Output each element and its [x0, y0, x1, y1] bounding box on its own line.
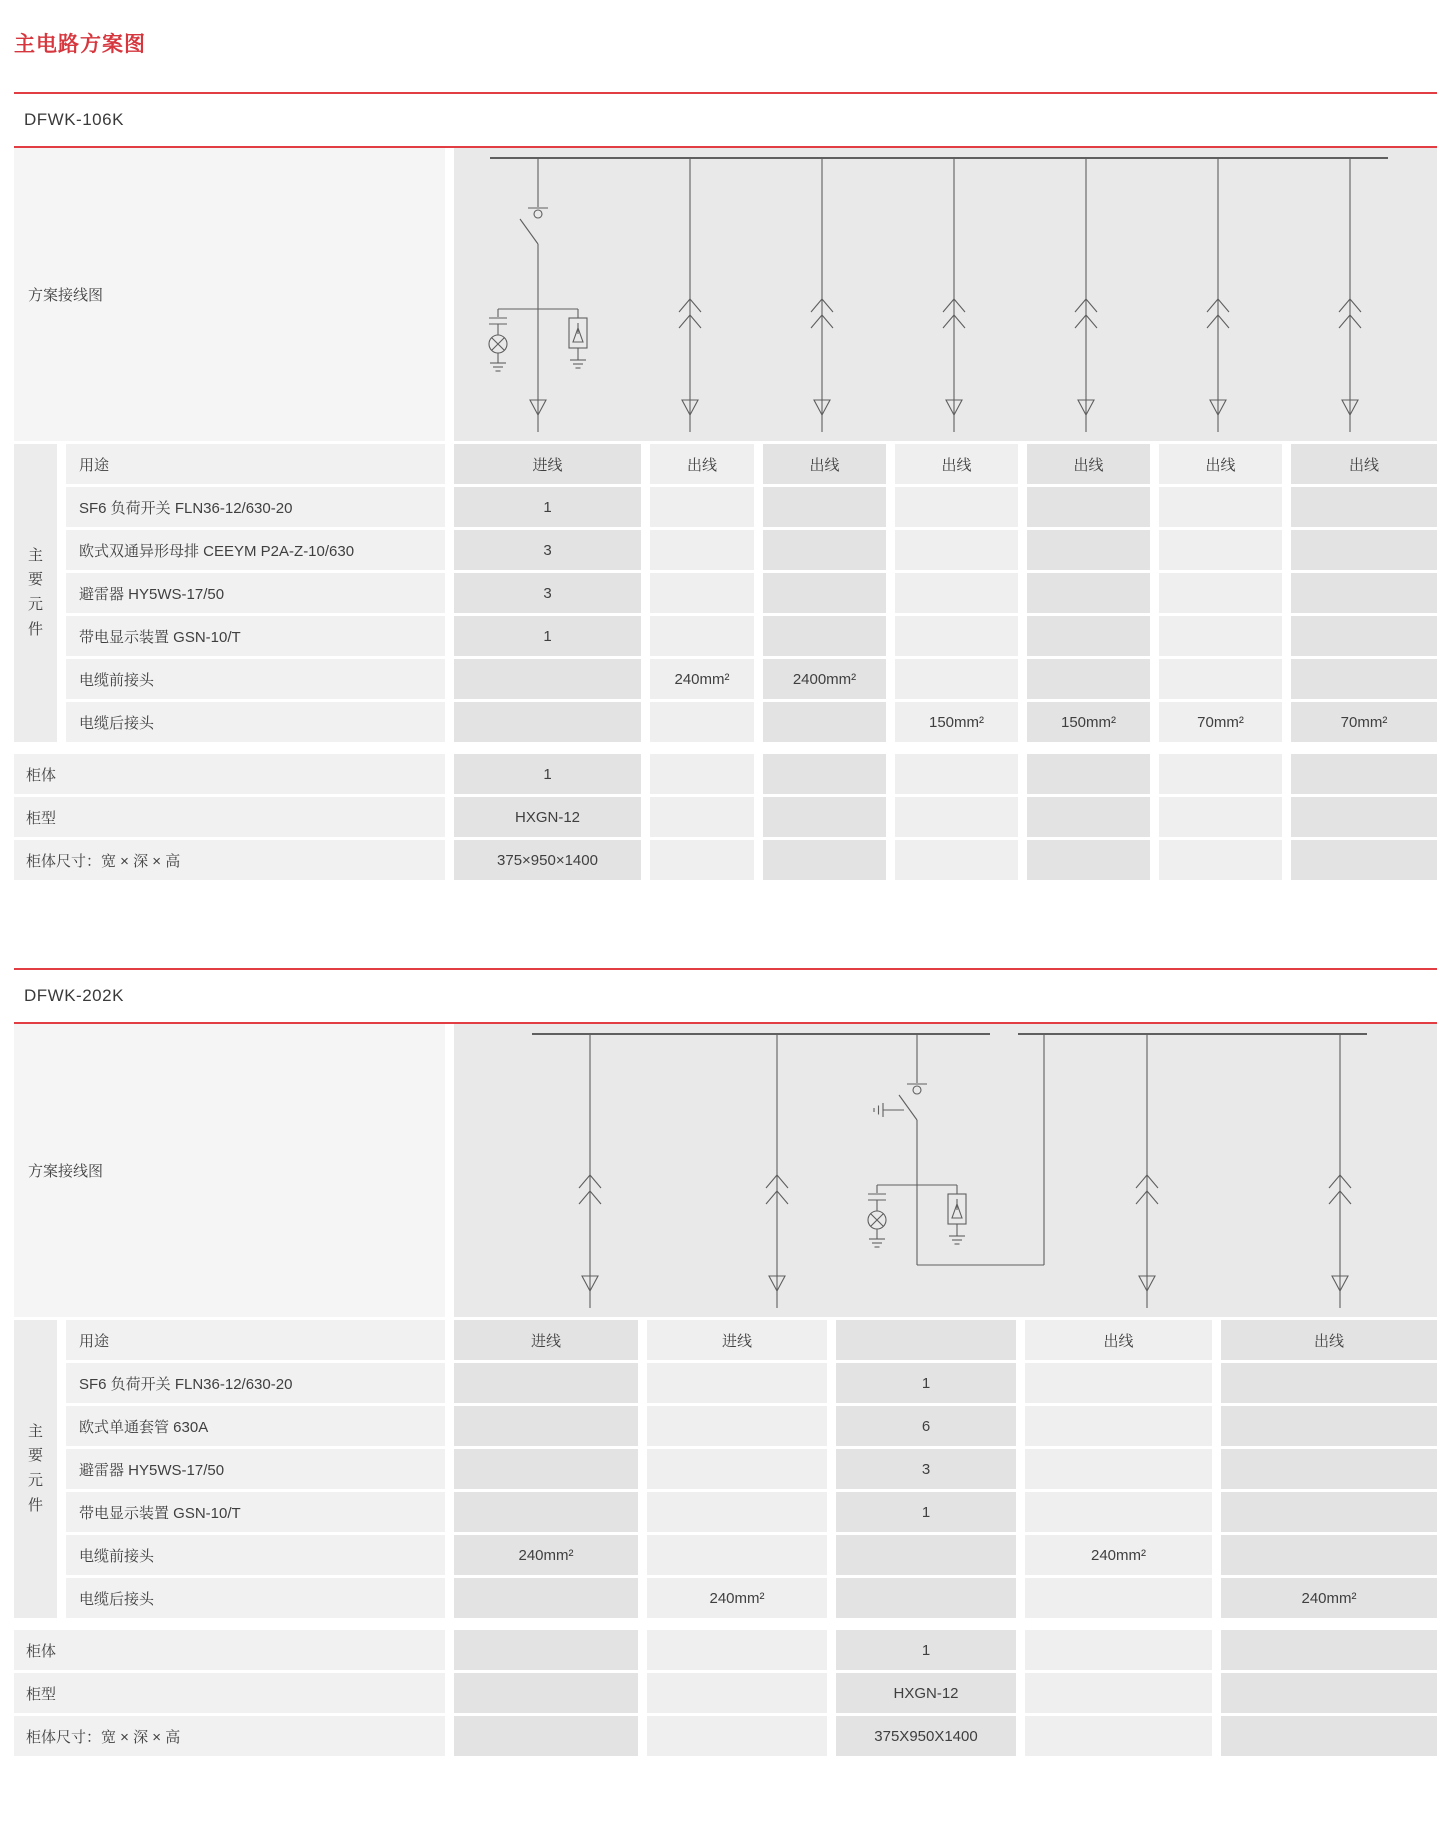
value-cell	[1025, 1578, 1212, 1618]
sidebar-label-char: 主	[27, 546, 43, 564]
column-header-cell: 进线	[454, 1320, 638, 1360]
value-cell: 375X950X1400	[836, 1716, 1016, 1756]
value-cell	[1291, 840, 1437, 880]
column-header-cell: 出线	[1025, 1320, 1212, 1360]
value-cell	[836, 1535, 1016, 1575]
value-cell	[1291, 754, 1437, 794]
value-cell	[1027, 659, 1150, 699]
footer-row-label: 柜型	[14, 797, 445, 837]
sidebar-label-char: 元	[27, 1472, 43, 1489]
value-cell	[1291, 487, 1437, 527]
value-cell	[763, 616, 886, 656]
value-cell	[1025, 1406, 1212, 1446]
component-row-label: 欧式单通套管 630A	[66, 1406, 445, 1446]
footer-row-label: 柜体	[14, 754, 445, 794]
value-cell	[1221, 1535, 1437, 1575]
value-cell	[454, 1406, 638, 1446]
value-cell	[454, 1673, 638, 1713]
value-cell	[1291, 573, 1437, 613]
value-cell	[650, 840, 754, 880]
wiring-diagram	[454, 1024, 1437, 1317]
switch-contact-icon	[534, 210, 542, 218]
value-cell: HXGN-12	[836, 1673, 1016, 1713]
value-cell	[1291, 797, 1437, 837]
value-cell	[647, 1716, 827, 1756]
component-row-label: 电缆前接头	[66, 659, 445, 699]
table-spacer	[14, 745, 1437, 751]
value-cell	[763, 754, 886, 794]
value-cell	[454, 1630, 638, 1670]
footer-row-label: 柜体	[14, 1630, 445, 1670]
value-cell: 375×950×1400	[454, 840, 641, 880]
value-cell: 1	[836, 1492, 1016, 1532]
switch-contact-icon	[913, 1086, 921, 1094]
value-cell	[1159, 754, 1282, 794]
switch-blade-icon	[520, 219, 538, 244]
table-spacer	[14, 1621, 1437, 1627]
value-cell	[1221, 1630, 1437, 1670]
sidebar-main-components	[14, 1320, 57, 1618]
value-cell	[1159, 573, 1282, 613]
column-header-cell: 出线	[650, 444, 754, 484]
diagram-label-cell: 方案接线图	[14, 1024, 445, 1317]
column-header-cell: 出线	[1159, 444, 1282, 484]
value-cell	[1291, 616, 1437, 656]
value-cell	[650, 530, 754, 570]
value-cell	[454, 1449, 638, 1489]
page-title: 主电路方案图	[14, 33, 146, 56]
value-cell: 1	[454, 616, 641, 656]
value-cell	[1221, 1449, 1437, 1489]
value-cell	[1027, 840, 1150, 880]
component-row-label: 电缆后接头	[66, 702, 445, 742]
value-cell	[1025, 1716, 1212, 1756]
component-row-label: SF6 负荷开关 FLN36-12/630-20	[66, 487, 445, 527]
value-cell	[647, 1535, 827, 1575]
component-row-label: 电缆前接头	[66, 1535, 445, 1575]
value-cell	[454, 1716, 638, 1756]
value-cell: 240mm²	[647, 1578, 827, 1618]
value-cell	[895, 797, 1018, 837]
section-gap	[14, 880, 1437, 968]
value-cell	[763, 702, 886, 742]
value-cell	[1159, 530, 1282, 570]
value-cell	[647, 1630, 827, 1670]
value-cell: 150mm²	[895, 702, 1018, 742]
value-cell	[454, 1578, 638, 1618]
value-cell	[895, 530, 1018, 570]
scheme-section	[14, 92, 1437, 880]
value-cell: 70mm²	[1159, 702, 1282, 742]
value-cell	[763, 797, 886, 837]
sidebar-label-char: 要	[27, 1447, 43, 1465]
value-cell: 240mm²	[1025, 1535, 1212, 1575]
value-cell	[895, 754, 1018, 794]
value-cell	[1159, 487, 1282, 527]
scheme-section	[14, 968, 1437, 1756]
component-row-label: 电缆后接头	[66, 1578, 445, 1618]
value-cell	[1025, 1363, 1212, 1403]
component-row-label: SF6 负荷开关 FLN36-12/630-20	[66, 1363, 445, 1403]
usage-header-cell: 用途	[66, 1320, 445, 1360]
sidebar-label-char: 主	[27, 1422, 43, 1440]
value-cell: 1	[454, 487, 641, 527]
value-cell	[1221, 1492, 1437, 1532]
footer-row-label: 柜体尺寸：宽 × 深 × 高	[14, 1716, 445, 1756]
value-cell	[650, 702, 754, 742]
column-header-cell: 出线	[1221, 1320, 1437, 1360]
value-cell	[647, 1406, 827, 1446]
component-row-label: 欧式双通异形母排 CEEYM P2A-Z-10/630	[66, 530, 445, 570]
switch-blade-icon	[899, 1095, 917, 1120]
model-label: DFWK-202K	[24, 986, 124, 1005]
value-cell	[650, 616, 754, 656]
value-cell	[1027, 530, 1150, 570]
column-header-cell: 出线	[1291, 444, 1437, 484]
sidebar-label-char: 件	[27, 1496, 43, 1514]
value-cell	[647, 1492, 827, 1532]
value-cell	[1027, 616, 1150, 656]
sidebar-label-char: 元	[27, 596, 43, 613]
value-cell	[454, 702, 641, 742]
value-cell: 150mm²	[1027, 702, 1150, 742]
column-header-cell: 出线	[1027, 444, 1150, 484]
value-cell	[1027, 797, 1150, 837]
value-cell	[1025, 1449, 1212, 1489]
component-row-label: 避雷器 HY5WS-17/50	[66, 1449, 445, 1489]
value-cell: 240mm²	[650, 659, 754, 699]
value-cell	[1027, 573, 1150, 613]
usage-header-cell: 用途	[66, 444, 445, 484]
value-cell	[836, 1578, 1016, 1618]
value-cell	[763, 530, 886, 570]
value-cell	[763, 840, 886, 880]
footer-row-label: 柜型	[14, 1673, 445, 1713]
value-cell	[763, 487, 886, 527]
column-header-cell: 出线	[763, 444, 886, 484]
sidebar-main-components	[14, 444, 57, 742]
value-cell	[647, 1673, 827, 1713]
value-cell	[1027, 754, 1150, 794]
value-cell	[895, 573, 1018, 613]
value-cell: 3	[836, 1449, 1016, 1489]
value-cell	[1221, 1363, 1437, 1403]
value-cell: 1	[454, 754, 641, 794]
scheme-sections	[14, 92, 1437, 1756]
value-cell	[650, 754, 754, 794]
value-cell	[895, 616, 1018, 656]
value-cell	[454, 1363, 638, 1403]
model-label: DFWK-106K	[24, 110, 124, 129]
value-cell	[1025, 1630, 1212, 1670]
value-cell	[650, 797, 754, 837]
scheme-table	[14, 1024, 1437, 1756]
value-cell	[1291, 659, 1437, 699]
value-cell	[1027, 487, 1150, 527]
value-cell	[895, 659, 1018, 699]
value-cell: 70mm²	[1291, 702, 1437, 742]
value-cell	[895, 840, 1018, 880]
value-cell: 240mm²	[454, 1535, 638, 1575]
footer-row-label: 柜体尺寸：宽 × 深 × 高	[14, 840, 445, 880]
value-cell: 3	[454, 573, 641, 613]
component-row-label: 避雷器 HY5WS-17/50	[66, 573, 445, 613]
value-cell	[647, 1449, 827, 1489]
value-cell	[1221, 1716, 1437, 1756]
column-header-cell	[836, 1320, 1016, 1360]
component-row-label: 带电显示装置 GSN-10/T	[66, 616, 445, 656]
sidebar-label-char: 要	[27, 571, 43, 589]
value-cell	[650, 487, 754, 527]
value-cell: 240mm²	[1221, 1578, 1437, 1618]
value-cell: 6	[836, 1406, 1016, 1446]
value-cell	[1025, 1492, 1212, 1532]
value-cell	[1159, 797, 1282, 837]
column-header-cell: 进线	[647, 1320, 827, 1360]
column-header-cell: 出线	[895, 444, 1018, 484]
value-cell: HXGN-12	[454, 797, 641, 837]
value-cell	[454, 659, 641, 699]
wiring-diagram	[454, 148, 1437, 441]
value-cell	[1159, 840, 1282, 880]
value-cell	[1025, 1673, 1212, 1713]
single-line-diagram	[454, 1024, 1437, 1317]
value-cell	[454, 1492, 638, 1532]
component-row-label: 带电显示装置 GSN-10/T	[66, 1492, 445, 1532]
value-cell	[1291, 530, 1437, 570]
value-cell	[1159, 616, 1282, 656]
single-line-diagram	[454, 148, 1437, 441]
diagram-label-cell: 方案接线图	[14, 148, 445, 441]
value-cell	[647, 1363, 827, 1403]
value-cell: 1	[836, 1630, 1016, 1670]
column-header-cell: 进线	[454, 444, 641, 484]
value-cell: 2400mm²	[763, 659, 886, 699]
value-cell	[1221, 1406, 1437, 1446]
value-cell	[650, 573, 754, 613]
value-cell: 1	[836, 1363, 1016, 1403]
value-cell	[1221, 1673, 1437, 1713]
scheme-table	[14, 148, 1437, 880]
value-cell	[1159, 659, 1282, 699]
value-cell	[763, 573, 886, 613]
value-cell: 3	[454, 530, 641, 570]
value-cell	[895, 487, 1018, 527]
sidebar-label-char: 件	[27, 620, 43, 638]
